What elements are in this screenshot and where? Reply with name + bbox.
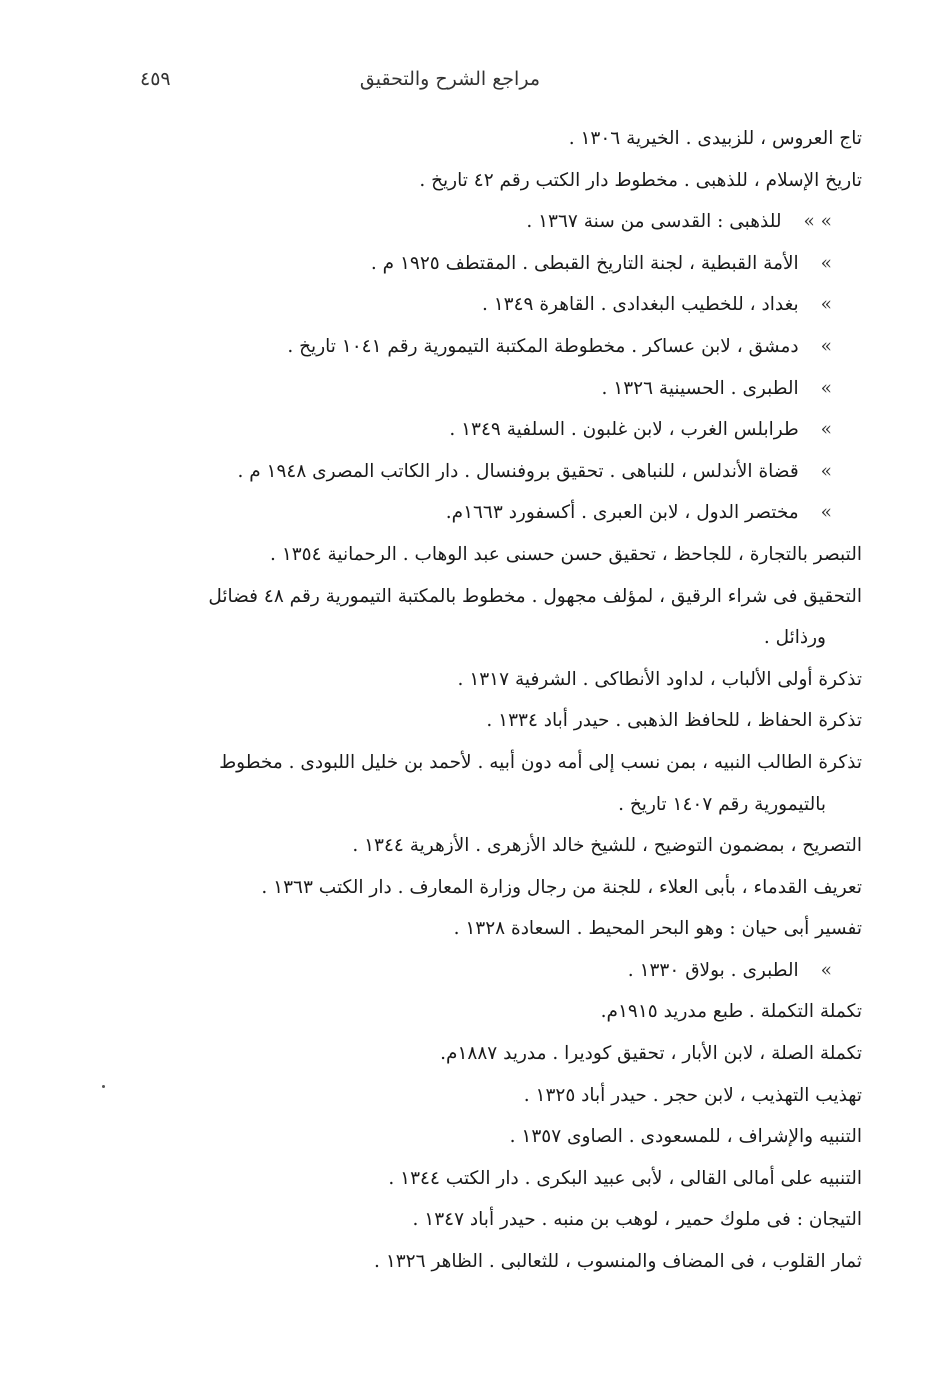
bibliography-entry-continuation bbox=[132, 617, 862, 659]
ditto-mark: » bbox=[820, 335, 832, 357]
entry-text: تذكرة الحفاظ ، للحافظ الذهبى . حيدر أباد ١٣٣٤ . bbox=[486, 710, 862, 732]
bibliography-entry bbox=[132, 534, 862, 576]
entry-text: ورذائل . bbox=[763, 627, 826, 649]
entry-text: للذهبى : القدسى من سنة ١٣٦٧ . bbox=[526, 211, 782, 233]
bibliography-entry bbox=[132, 659, 862, 701]
bibliography-entry bbox=[132, 118, 862, 160]
ditto-mark: » bbox=[820, 419, 832, 441]
entry-text: التصريح ، بمضمون التوضيح ، للشيخ خالد الأزهرى . الأزهرية ١٣٤٤ . bbox=[352, 835, 862, 857]
ditto-mark: » bbox=[820, 252, 832, 274]
entry-text: تعريف القدماء ، بأبى العلاء ، للجنة من رجال وزارة المعارف . دار الكتب ١٣٦٣ . bbox=[261, 876, 862, 898]
running-header bbox=[120, 68, 810, 98]
bibliography-entry bbox=[132, 284, 862, 326]
entry-text: الطبرى . الحسينية ١٣٢٦ . bbox=[601, 377, 799, 399]
entry-text: تفسير أبى حيان : وهو البحر المحيط . السعادة ١٣٢٨ . bbox=[453, 918, 862, 940]
entry-text: تذكرة الطالب النبيه ، بمن نسب إلى أمه دون أبيه . لأحمد بن خليل اللبودى . مخطوط bbox=[219, 751, 862, 773]
bibliography-entry bbox=[132, 991, 862, 1033]
bibliography-entry bbox=[132, 326, 862, 368]
entry-text: طرابلس الغرب ، لابن غلبون . السلفية ١٣٤٩ . bbox=[449, 419, 799, 441]
bibliography-entry bbox=[132, 576, 862, 618]
bibliography-entry bbox=[132, 1241, 862, 1283]
entry-text: تذكرة أولى الألباب ، لداود الأنطاكى . الشرفية ١٣١٧ . bbox=[457, 668, 862, 690]
ditto-mark: » bbox=[820, 959, 832, 981]
bibliography-entry bbox=[132, 409, 862, 451]
bibliography-entry-continuation bbox=[132, 784, 862, 826]
bibliography-entry bbox=[132, 368, 862, 410]
bibliography-list bbox=[132, 118, 862, 1283]
entry-text: تكملة التكملة . طبع مدريد ١٩١٥م. bbox=[600, 1001, 862, 1023]
entry-text: دمشق ، لابن عساكر . مخطوطة المكتبة التيمورية رقم ١٠٤١ تاريخ . bbox=[287, 335, 799, 357]
entry-text: تاج العروس ، للزبيدى . الخيرية ١٣٠٦ . bbox=[568, 128, 862, 149]
entry-text: تكملة الصلة ، لابن الأبار ، تحقيق كوديرا . مدريد ١٨٨٧م. bbox=[440, 1043, 862, 1065]
bibliography-entry bbox=[132, 160, 862, 202]
bibliography-entry bbox=[132, 742, 862, 784]
bibliography-entry bbox=[132, 1033, 862, 1075]
entry-text: تهذيب التهذيب ، لابن حجر . حيدر أباد ١٣٢٥ . bbox=[523, 1084, 862, 1106]
entry-text: ثمار القلوب ، فى المضاف والمنسوب ، للثعالبى . الظاهر ١٣٢٦ . bbox=[374, 1251, 862, 1273]
ditto-mark: » bbox=[820, 294, 832, 316]
entry-text: بالتيمورية رقم ١٤٠٧ تاريخ . bbox=[618, 793, 826, 815]
entry-text: الطبرى . بولاق ١٣٣٠ . bbox=[627, 959, 799, 981]
bibliography-entry bbox=[132, 950, 862, 992]
bibliography-entry bbox=[132, 1199, 862, 1241]
bibliography-entry bbox=[132, 700, 862, 742]
bibliography-entry bbox=[132, 201, 862, 243]
bibliography-entry bbox=[132, 243, 862, 285]
ditto-mark: » bbox=[820, 460, 832, 482]
page-number: ٤٥٩ bbox=[140, 68, 171, 90]
running-title: مراجع الشرح والتحقيق bbox=[359, 68, 540, 90]
entry-text: التنبيه والإشراف ، للمسعودى . الصاوى ١٣٥٧ . bbox=[509, 1126, 862, 1148]
bibliography-entry bbox=[132, 1116, 862, 1158]
entry-text: التبصر بالتجارة ، للجاحظ ، تحقيق حسن حسنى عبد الوهاب . الرحمانية ١٣٥٤ . bbox=[270, 543, 862, 565]
bibliography-entry bbox=[132, 1075, 862, 1117]
entry-text: قضاة الأندلس ، للنباهى . تحقيق بروفنسال . دار الكاتب المصرى ١٩٤٨ م . bbox=[237, 460, 799, 482]
bibliography-entry bbox=[132, 492, 862, 534]
bibliography-entry bbox=[132, 867, 862, 909]
entry-text: مختصر الدول ، لابن العبرى . أكسفورد ١٦٦٣م. bbox=[445, 502, 799, 524]
entry-text: تاريخ الإسلام ، للذهبى . مخطوط دار الكتب رقم ٤٢ تاريخ . bbox=[419, 169, 862, 191]
ditto-mark: » » bbox=[803, 211, 832, 233]
bibliography-entry bbox=[132, 825, 862, 867]
print-speck bbox=[102, 1085, 105, 1088]
bibliography-entry bbox=[132, 1158, 862, 1200]
entry-text: التيجان : فى ملوك حمير ، لوهب بن منبه . حيدر أباد ١٣٤٧ . bbox=[412, 1209, 862, 1231]
ditto-mark: » bbox=[820, 502, 832, 524]
ditto-mark: » bbox=[820, 377, 832, 399]
entry-text: الأمة القبطية ، لجنة التاريخ القبطى . المقتطف ١٩٢٥ م . bbox=[370, 252, 799, 274]
bibliography-entry bbox=[132, 908, 862, 950]
bibliography-entry bbox=[132, 451, 862, 493]
entry-text: بغداد ، للخطيب البغدادى . القاهرة ١٣٤٩ . bbox=[481, 294, 799, 316]
entry-text: التنبيه على أمالى القالى ، لأبى عبيد البكرى . دار الكتب ١٣٤٤ . bbox=[388, 1167, 862, 1189]
entry-text: التحقيق فى شراء الرقيق ، لمؤلف مجهول . مخطوط بالمكتبة التيمورية رقم ٤٨ فضائل bbox=[208, 585, 862, 607]
